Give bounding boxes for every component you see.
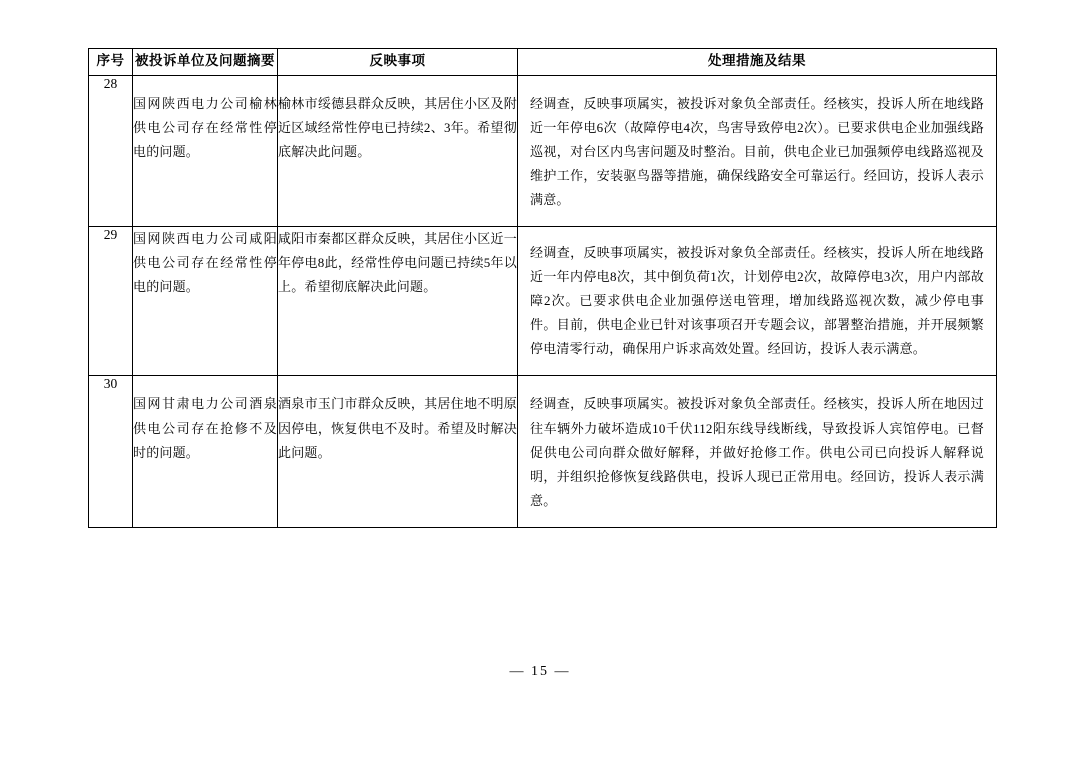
table-header bbox=[89, 49, 997, 76]
column-header-unit: 被投诉单位及问题摘要 bbox=[133, 49, 278, 76]
row-index: 29 bbox=[89, 227, 133, 376]
row-unit: 国网陕西电力公司榆林供电公司存在经常性停电的问题。 bbox=[133, 76, 278, 227]
row-unit: 国网甘肃电力公司酒泉供电公司存在抢修不及时的问题。 bbox=[133, 376, 278, 527]
row-issue: 咸阳市秦都区群众反映，其居住小区近一年停电8此，经常性停电问题已持续5年以上。希望彻底解决此问题。 bbox=[278, 227, 518, 376]
row-result: 经调查，反映事项属实，被投诉对象负全部责任。经核实，投诉人所在地线路近一年停电6次（故障停电4次，鸟害导致停电2次）。已要求供电企业加强线路巡视，对台区内鸟害问题及时整治。目前，供电企业已加强频停电线路巡视及维护工作，安装驱鸟器等措施，确保线路安全可靠运行。经回访，投诉人表示满意。 bbox=[518, 76, 997, 227]
row-unit: 国网陕西电力公司咸阳供电公司存在经常性停电的问题。 bbox=[133, 227, 278, 376]
row-result: 经调查，反映事项属实，被投诉对象负全部责任。经核实，投诉人所在地线路近一年内停电8次，其中倒负荷1次，计划停电2次，故障停电3次，用户内部故障2次。已要求供电企业加强停送电管理，增加线路巡视次数，减少停电事件。目前，供电企业已针对该事项召开专题会议，部署整治措施，并开展频繁停电清零行动，确保用户诉求高效处置。经回访，投诉人表示满意。 bbox=[518, 227, 997, 376]
row-index: 30 bbox=[89, 376, 133, 527]
row-issue: 酒泉市玉门市群众反映，其居住地不明原因停电，恢复供电不及时。希望及时解决此问题。 bbox=[278, 376, 518, 527]
column-header-issue: 反映事项 bbox=[278, 49, 518, 76]
row-result: 经调查，反映事项属实。被投诉对象负全部责任。经核实，投诉人所在地因过往车辆外力破坏造成10千伏112阳东线导线断线，导致投诉人宾馆停电。已督促供电公司向群众做好解释，并做好抢修工作。供电公司已向投诉人解释说明，并组织抢修恢复线路供电，投诉人现已正常用电。经回访，投诉人表示满意。 bbox=[518, 376, 997, 527]
row-index: 28 bbox=[89, 76, 133, 227]
page-number: — 15 — bbox=[509, 664, 571, 679]
complaint-table bbox=[88, 48, 997, 528]
table-row bbox=[89, 76, 997, 227]
table-row bbox=[89, 376, 997, 527]
table-body bbox=[89, 76, 997, 528]
column-header-result: 处理措施及结果 bbox=[518, 49, 997, 76]
column-header-index: 序号 bbox=[89, 49, 133, 76]
table-header-row bbox=[89, 49, 997, 76]
table-row bbox=[89, 227, 997, 376]
row-issue: 榆林市绥德县群众反映，其居住小区及附近区域经常性停电已持续2、3年。希望彻底解决此问题。 bbox=[278, 76, 518, 227]
